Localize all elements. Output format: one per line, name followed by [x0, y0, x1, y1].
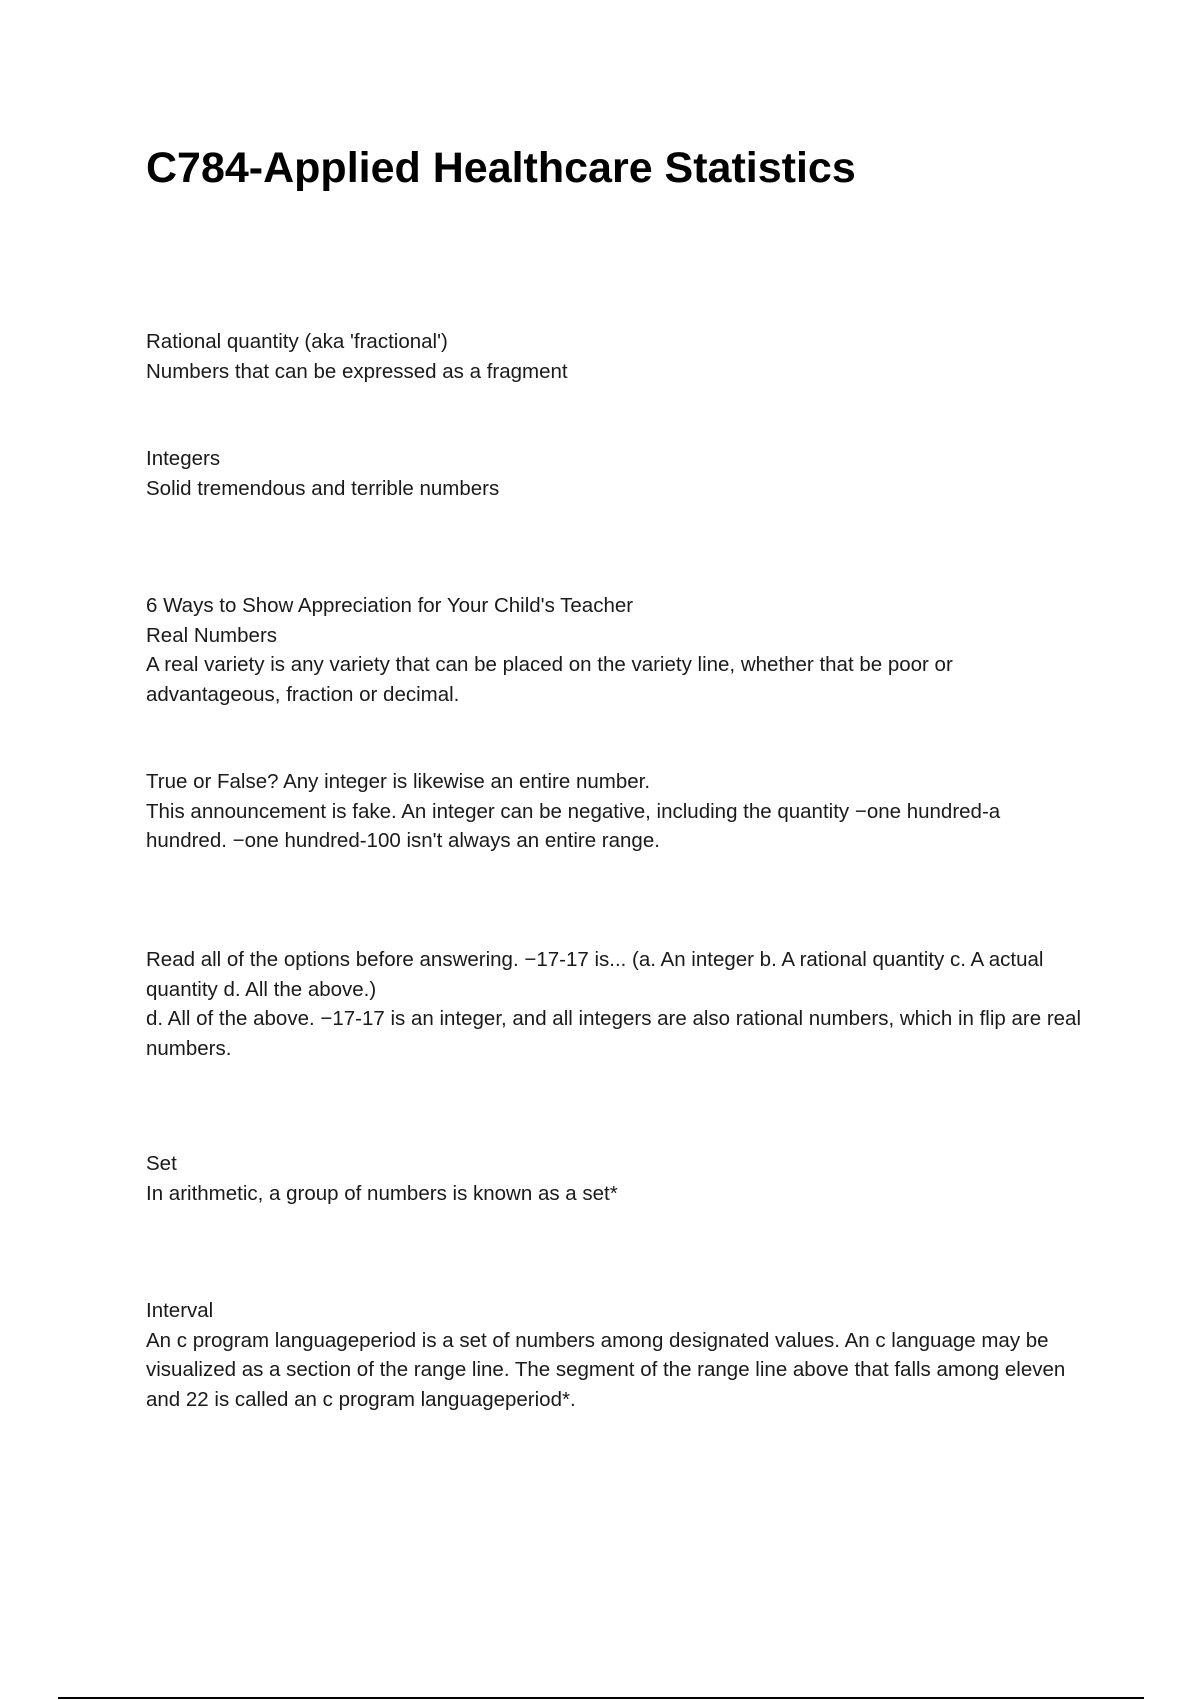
entry-definition: Solid tremendous and terrible numbers [146, 476, 500, 500]
entry-integers [146, 444, 1086, 503]
entry-true-or-false [146, 767, 1086, 856]
entry-term: Read all of the options before answering. −17-17 is... (a. An integer b. A rational quantity c. A actual quantity d. All the above.) [146, 948, 1044, 1001]
entry-term: Set [146, 1152, 177, 1175]
entry-term: Interval [146, 1299, 214, 1322]
entry-set [146, 1149, 1086, 1208]
entry-definition: d. All of the above. −17-17 is an integer, and all integers are also rational numbers, which in flip are real numbers. [146, 1007, 1082, 1060]
entry-definition: This announcement is fake. An integer can be negative, including the quantity −one hundred-a hundred. −one hundred-100 isn't always an entire range. [146, 799, 1001, 852]
entry-term: Real Numbers [146, 623, 278, 647]
entry-term: Rational quantity (aka 'fractional') [146, 330, 448, 353]
document-title: C784-Applied Healthcare Statistics [146, 144, 856, 192]
entry-definition: An c program languageperiod is a set of numbers among designated values. An c language may be visualized as a section of the range line. The segment of the range line above that falls among eleven and 22 is called an c program languageperiod*. [146, 1328, 1066, 1411]
footer-divider [58, 1697, 1144, 1699]
entry-note: 6 Ways to Show Appreciation for Your Child's Teacher [146, 594, 634, 617]
entry-term: Integers [146, 447, 221, 470]
entry-options-question [146, 945, 1086, 1063]
entry-real-numbers [146, 591, 1086, 709]
entry-term: True or False? Any integer is likewise an entire number. [146, 770, 651, 793]
entry-interval [146, 1296, 1086, 1414]
entry-rational-quantity [146, 327, 1086, 386]
entry-definition: A real variety is any variety that can be placed on the variety line, whether that be poor or advantageous, fraction or decimal. [146, 653, 953, 706]
entry-definition: Numbers that can be expressed as a fragment [146, 359, 568, 383]
entry-definition: In arithmetic, a group of numbers is known as a set* [146, 1181, 618, 1205]
